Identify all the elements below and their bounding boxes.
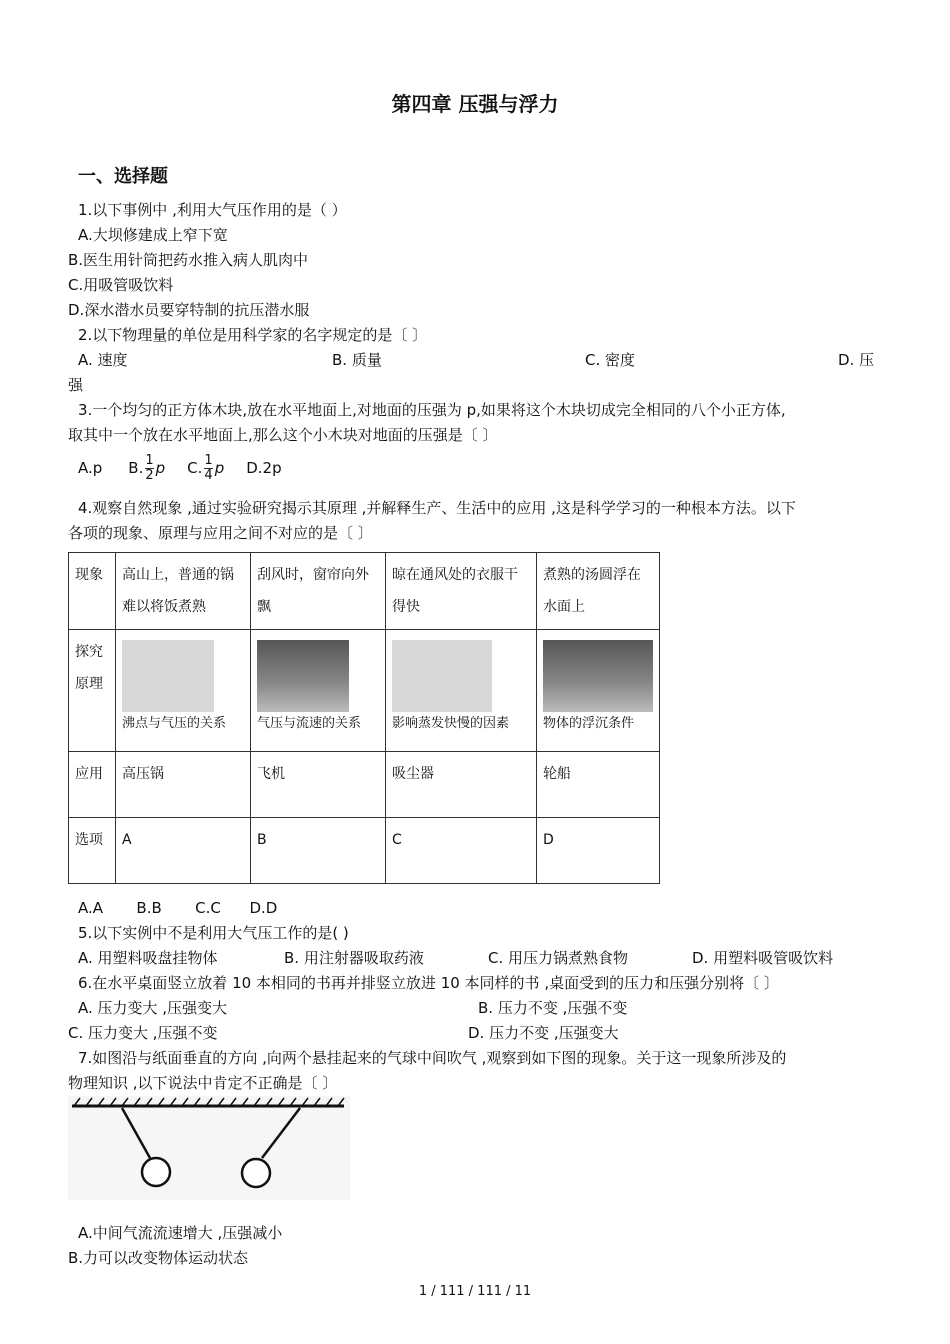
- q1-option-a: A.大坝修建成上窄下宽: [78, 226, 228, 244]
- principle-a: 沸点与气压的关系: [122, 716, 227, 731]
- paper-blowing-image: [257, 640, 349, 712]
- principle-c: 影响蒸发快慢的因素: [392, 716, 510, 731]
- q3-options: A.p B. $\frac{1}{2}$ p C. $\frac{1}{4}$ p D.2p: [78, 452, 282, 483]
- q2-stem: 2.以下物理量的单位是用科学家的名字规定的是〔 〕: [78, 326, 428, 344]
- q4-stem-line2: 各项的现象、原理与应用之间不对应的是〔 〕: [68, 524, 373, 542]
- q7-stem-line1: 7.如图沿与纸面垂直的方向 ,向两个悬挂起来的气球中间吹气 ,观察到如下图的现象。关于这一现象所涉及的: [78, 1049, 787, 1067]
- q7-stem-line2: 物理知识 ,以下说法中肯定不正确是〔 〕: [68, 1074, 338, 1092]
- principle-cell-d: [537, 630, 660, 752]
- application-b: 飞机: [251, 752, 386, 818]
- page-number: 1 / 111 / 111 / 11: [418, 1284, 532, 1299]
- q1-option-b: B.医生用针筒把药水推入病人肌肉中: [68, 251, 309, 269]
- q6-stem: 6.在水平桌面竖立放着 10 本相同的书再并排竖立放进 10 本同样的书 ,桌面受到的压力和压强分别将〔 〕: [78, 974, 779, 992]
- q3-stem-line1: 3.一个均匀的正方体木块,放在水平地面上,对地面的压强为 p,如果将这个木块切成完全相同的八个小正方体,: [78, 401, 786, 419]
- row-header-principle: 探究原理: [69, 630, 116, 752]
- row-header-application: 应用: [69, 752, 116, 818]
- right-balloon: [242, 1159, 270, 1187]
- q6-option-c: C. 压力变大 ,压强不变: [68, 1024, 218, 1042]
- principle-cell-b: [251, 630, 386, 752]
- option-d: D: [537, 818, 660, 884]
- q2-option-a: A. 速度: [78, 351, 128, 369]
- q1-option-c: C.用吸管吸饮料: [68, 276, 174, 294]
- option-a: A: [116, 818, 251, 884]
- q5-option-b: B. 用注射器吸取药液: [284, 949, 424, 967]
- q4-table: [68, 552, 660, 884]
- option-c: C: [386, 818, 537, 884]
- application-d: 轮船: [537, 752, 660, 818]
- q2-option-b: B. 质量: [332, 351, 382, 369]
- section-heading: 一、选择题: [78, 166, 168, 187]
- q3-option-a: A.p: [78, 459, 103, 477]
- page-title: 第四章 压强与浮力: [391, 92, 559, 116]
- principle-b: 气压与流速的关系: [257, 716, 362, 731]
- q6-option-d: D. 压力不变 ,压强变大: [468, 1024, 619, 1042]
- q6-option-a: A. 压力变大 ,压强变大: [78, 999, 228, 1017]
- q1-option-d: D.深水潜水员要穿特制的抗压潜水服: [68, 301, 310, 319]
- q7-option-b: B.力可以改变物体运动状态: [68, 1249, 249, 1267]
- phenomenon-d: 煮熟的汤圆浮在水面上: [537, 553, 660, 630]
- evaporation-image: [392, 640, 492, 712]
- principle-cell-a: [116, 630, 251, 752]
- application-c: 吸尘器: [386, 752, 537, 818]
- q7-option-a: A.中间气流流速增大 ,压强减小: [78, 1224, 283, 1242]
- q2-option-d: D. 压: [838, 351, 875, 369]
- left-balloon: [142, 1158, 170, 1186]
- principle-d: 物体的浮沉条件: [543, 716, 635, 731]
- q2-option-c: C. 密度: [585, 351, 636, 369]
- phenomenon-b: 刮风时，窗帘向外飘: [251, 553, 386, 630]
- q5-stem: 5.以下实例中不是利用大气压工作的是( ): [78, 924, 349, 942]
- q3-stem-line2: 取其中一个放在水平地面上,那么这个小木块对地面的压强是〔 〕: [68, 426, 498, 444]
- floating-dumpling-image: [543, 640, 653, 712]
- q3-option-d: D.2p: [246, 459, 282, 477]
- q4-answers: A.A B.B C.C D.D: [78, 899, 278, 917]
- phenomenon-a: 高山上，普通的锅难以将饭煮熟: [116, 553, 251, 630]
- q3-option-b-prefix: B.: [128, 459, 144, 477]
- q4-stem-line1: 4.观察自然现象 ,通过实验研究揭示其原理 ,并解释生产、生活中的应用 ,这是科学学习的一种根本方法。以下: [78, 499, 796, 517]
- q5-option-c: C. 用压力锅煮熟食物: [488, 949, 629, 967]
- boiling-experiment-image: [122, 640, 214, 712]
- q3-option-b-fraction: $\frac{1}{2}$: [145, 452, 154, 483]
- phenomenon-c: 晾在通风处的衣服干得快: [386, 553, 537, 630]
- balloon-diagram: [68, 1096, 350, 1200]
- row-header-option: 选项: [69, 818, 116, 884]
- option-b: B: [251, 818, 386, 884]
- q1-stem: 1.以下事例中 ,利用大气压作用的是（ ）: [78, 201, 347, 219]
- application-a: 高压锅: [116, 752, 251, 818]
- q5-option-d: D. 用塑料吸管吸饮料: [692, 949, 834, 967]
- q5-option-a: A. 用塑料吸盘挂物体: [78, 949, 218, 967]
- row-header-phenomenon: 现象: [69, 553, 116, 630]
- q6-option-b: B. 压力不变 ,压强不变: [478, 999, 628, 1017]
- q3-option-c-fraction: $\frac{1}{4}$: [204, 452, 213, 483]
- q3-option-c-prefix: C.: [187, 459, 203, 477]
- principle-cell-c: [386, 630, 537, 752]
- diagram-background: [68, 1096, 350, 1200]
- q2-option-d-cont: 强: [68, 376, 84, 394]
